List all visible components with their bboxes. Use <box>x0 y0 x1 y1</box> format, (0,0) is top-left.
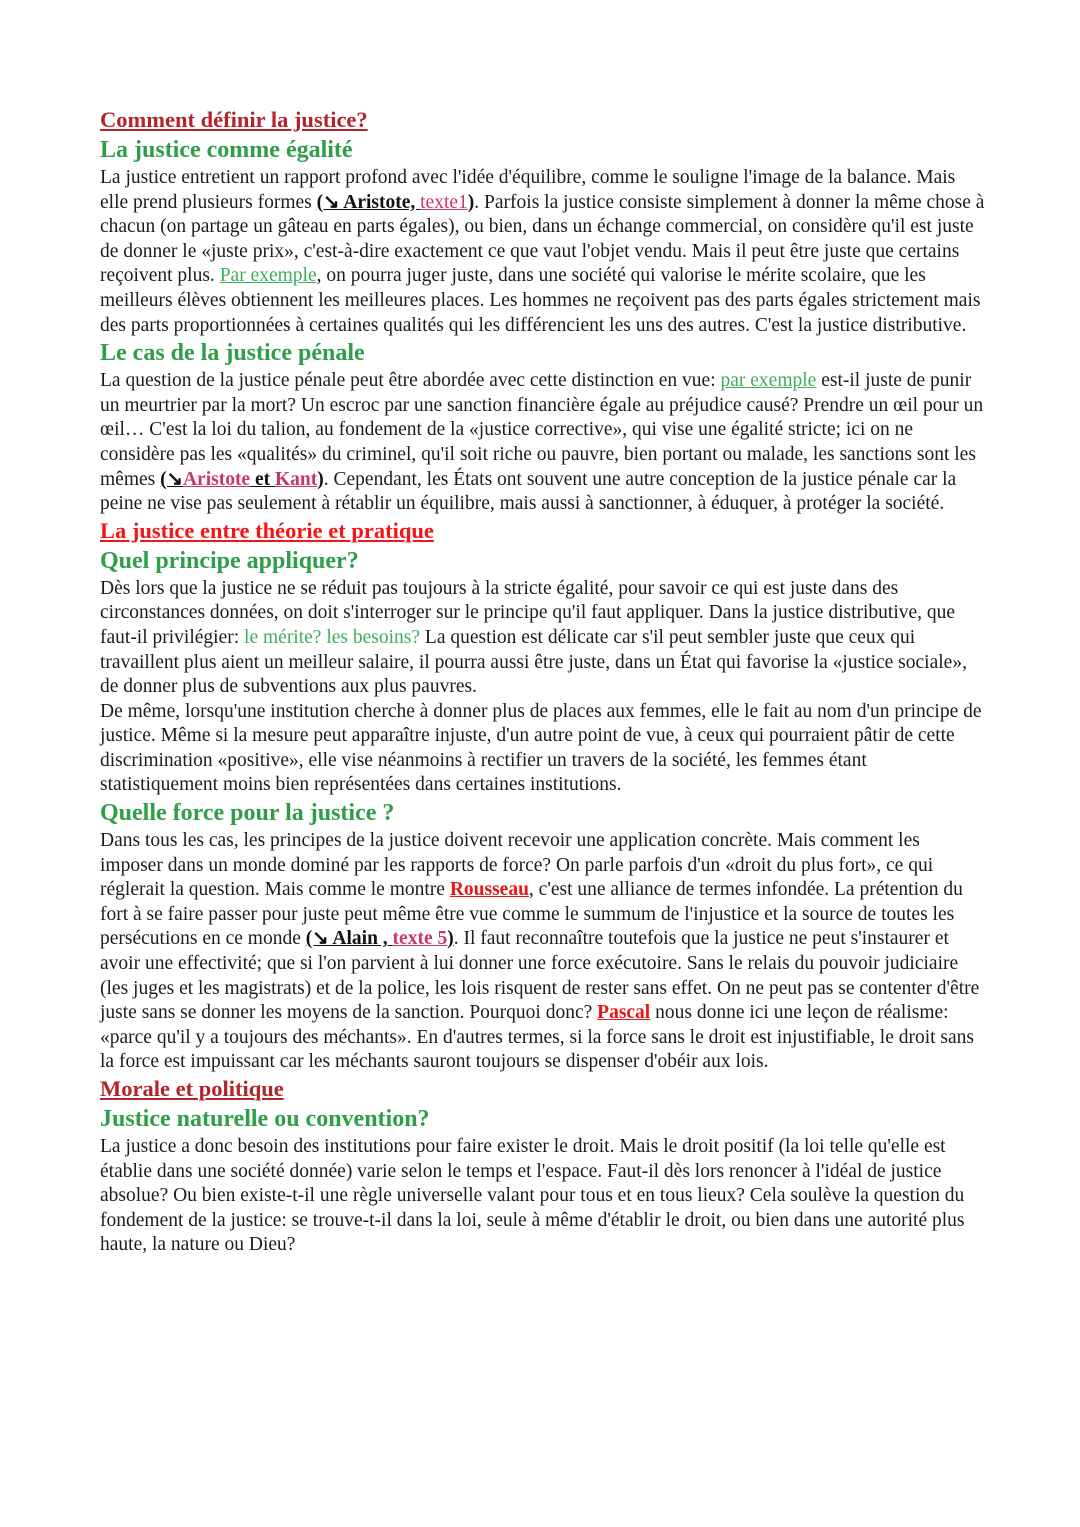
link-texte1[interactable]: texte1 <box>420 191 468 213</box>
paragraph-justice-penale <box>100 369 985 517</box>
text-run: est-il juste de punir un meurtrier par la mort? Un escroc par une sanction financière égale au préjudice causé? Prendre un œil pour un œil… C'est la loi du talion, au fondement de la «justice corrective», qui vise une égalité stricte; ici on ne considère pas les «qualités» du criminel, qu'il soit riche ou pauvre, bien portant ou malade, les sanctions sont les mêmes <box>100 370 984 490</box>
paragraph-principe-2 <box>100 700 985 798</box>
text-run: La justice entretient un rapport profond avec l'idée d'équilibre, comme le souligne l'image de la balance. Mais elle prend plusieurs formes <box>100 167 956 213</box>
heading-comment-definir-la-justice: Comment définir la justice? <box>100 107 368 132</box>
subheading-la-justice-comme-egalite: La justice comme égalité <box>100 137 353 163</box>
text-run: De même, lorsqu'une institution cherche à donner plus de places aux femmes, elle le fait au nom d'un principe de justice. Même si la mesure peut apparaître injuste, d'un autre point de vue, à ceux qui pourraient pâtir de cette discrimination «positive», elle vise néanmoins à rectifier un travers de la société, les femmes étant statistiquement moins bien représentées dans certaines institutions. <box>100 700 982 796</box>
link-par-exemple-2[interactable]: par exemple <box>720 370 817 392</box>
emphasis-merite-besoins: le mérite? les besoins? <box>244 626 421 648</box>
text-run: La justice a donc besoin des institutions pour faire exister le droit. Mais le droit positif (la loi telle qu'elle est établie dans une société donnée) varie selon le temps et l'espace. Faut-il dès lors renoncer à l'idéal de justice absolue? Ou bien existe-t-il une règle universelle valant pour tous et en tous lieux? Cela soulève la question du fondement de la justice: se trouve-t-il dans la loi, seule à même d'établir le droit, ou bien dans une autorité plus haute, la nature ou Dieu? <box>100 1136 965 1256</box>
paragraph-force-justice <box>100 829 985 1075</box>
ref-alain: (↘ Alain , <box>305 928 393 950</box>
subheading-quelle-force-justice: Quelle force pour la justice ? <box>100 800 395 827</box>
subheading-justice-naturelle-convention: Justice naturelle ou convention? <box>100 1106 430 1132</box>
link-aristote[interactable]: Aristote <box>182 468 251 490</box>
text-run: . Parfois la justice consiste simplement à donner la même chose à chacun (on partage un gâteau en parts égales), ou bien, dans un échange commercial, on considère qu'il est juste de donner le «juste prix», c'est-à-dire exactement ce que vaut l'objet vendu. Mais il peut être juste que certains reçoivent plus. <box>100 191 985 287</box>
paragraph-justice-egalite <box>100 166 985 338</box>
text-run: La question est délicate car s'il peut sembler juste que ceux qui travaillent plus aient un meilleur salaire, il pourra aussi être juste, dans un État qui favorise la «justice sociale», de donner plus de subventions aux plus pauvres. <box>100 626 967 698</box>
text-run: . Cependant, les États ont souvent une autre conception de la justice pénale car la peine ne vise pas seulement à rétablir un équilibre, mais aussi à sanctionner, à éduquer, à protéger la société. <box>100 468 957 515</box>
text-run: et <box>250 468 275 490</box>
text-run: La question de la justice pénale peut être abordée avec cette distinction en vue: <box>100 370 721 392</box>
text-run: ) <box>467 191 475 213</box>
link-rousseau[interactable]: Rousseau <box>449 879 529 901</box>
text-run: Dès lors que la justice ne se réduit pas toujours à la stricte égalité, pour savoir ce qui est juste dans des circonstances données, on doit s'interroger sur le principe qu'il faut appliquer. Dans la justice distributive, que faut-il privilégier: <box>100 577 956 648</box>
text-run: ) <box>447 928 454 950</box>
paragraph-justice-naturelle <box>100 1135 985 1258</box>
link-par-exemple-1[interactable]: Par exemple <box>219 265 317 287</box>
subheading-cas-justice-penale: Le cas de la justice pénale <box>100 340 365 367</box>
paragraph-principe-1 <box>100 577 985 700</box>
subheading-quel-principe-appliquer: Quel principe appliquer? <box>100 547 359 574</box>
text-run: (↘ <box>160 468 183 490</box>
text-run: , c'est une alliance de termes infondée. La prétention du fort à se faire passer pour juste peut même être vue comme le summum de l'injustice et la source de toutes les persécutions en ce monde <box>100 879 963 950</box>
text-run: . Il faut reconnaître toutefois que la justice ne peut s'instaurer et avoir une effectivité; que si l'on parvient à lui donner une force exécutoire. Sans le relais du pouvoir judiciaire (les juges et les magistrats) et de la police, les lois risquent de rester sans effet. On ne peut pas se contenter d'être juste sans se donner les moyens de la sanction. Pourquoi donc? <box>100 928 980 1024</box>
ref-aristote: (↘ Aristote, <box>316 191 421 213</box>
heading-justice-theorie-pratique: La justice entre théorie et pratique <box>100 517 434 543</box>
document-body <box>100 106 985 1258</box>
text-run: , on pourra juger juste, dans une société qui valorise le mérite scolaire, que les meilleurs élèves obtiennent les meilleures places. Les hommes ne reçoivent pas des parts égales strictement mais des parts proportionnées à certaines qualités qui les différencient les uns des autres. C'est la justice distributive. <box>100 265 981 336</box>
heading-morale-et-politique: Morale et politique <box>100 1076 284 1101</box>
link-pascal[interactable]: Pascal <box>597 1002 651 1024</box>
text-run: Dans tous les cas, les principes de la justice doivent recevoir une application concrète. Mais comment les imposer dans un monde dominé par les rapports de force? On parle parfois d'un «droit du plus fort», ce qui réglerait la question. Mais comme le montre <box>100 830 934 901</box>
text-run: nous donne ici une leçon de réalisme: «parce qu'il y a toujours des méchants». En d'autres termes, si la force sans le droit est injustifiable, le droit sans la force est impuissant car les méchants sauront toujours se dispenser d'obéir aux lois. <box>100 1002 975 1073</box>
link-texte-5[interactable]: texte 5 <box>392 928 448 950</box>
text-run: ) <box>317 468 324 490</box>
link-kant[interactable]: Kant <box>275 468 318 490</box>
